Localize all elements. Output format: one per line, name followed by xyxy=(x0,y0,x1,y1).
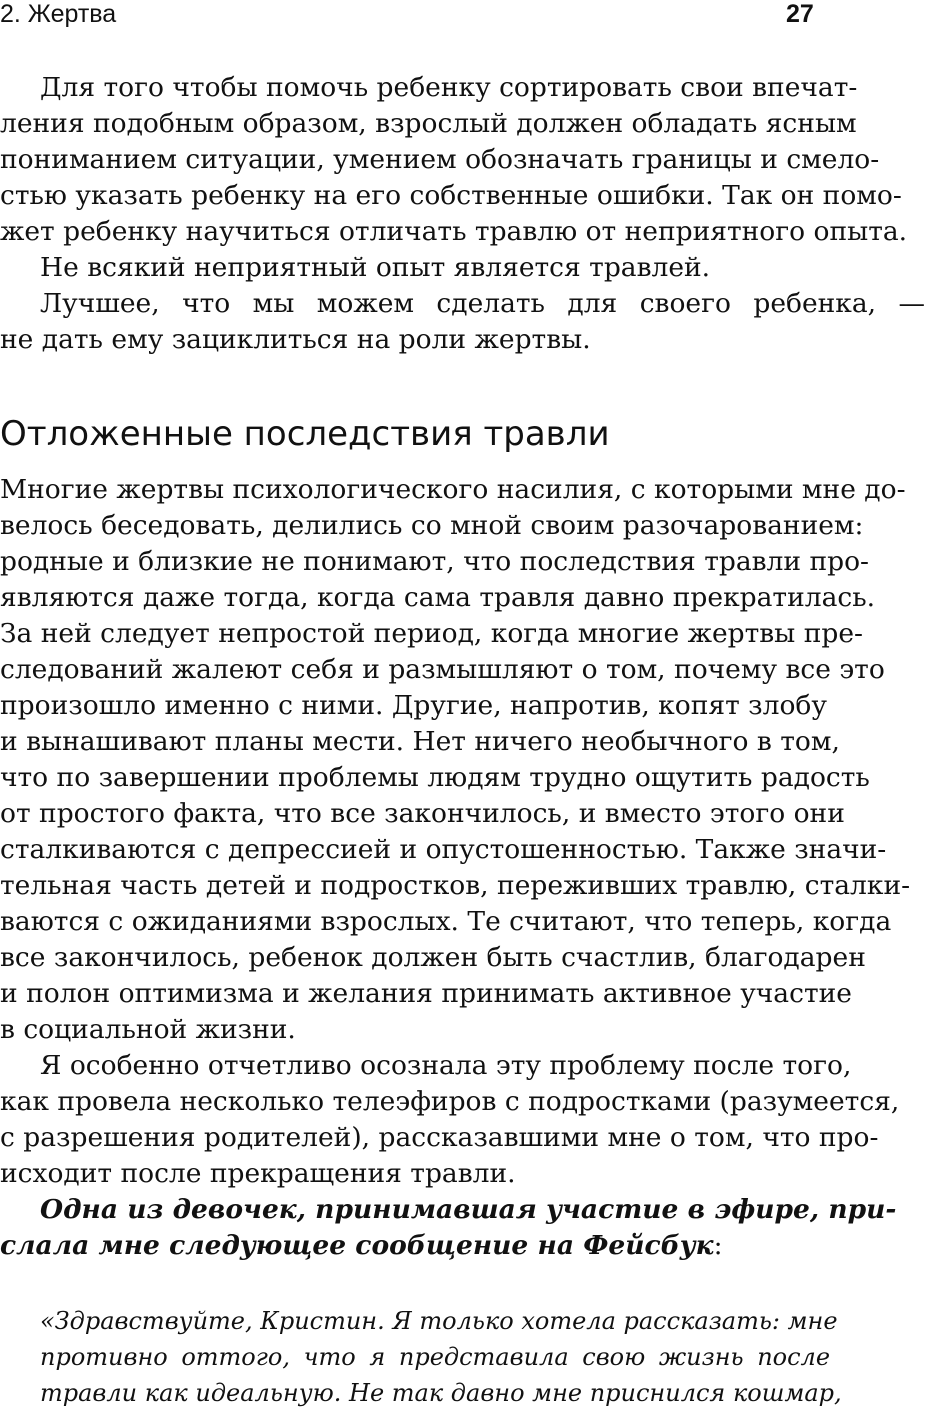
quote-line: противно оттого, что я представила свою жизнь после xyxy=(40,1343,831,1371)
text-line: все закончилось, ребенок должен быть счастлив, благодарен xyxy=(0,942,866,973)
emphasis-text: слала мне следующее сообщение на Фейсбук xyxy=(0,1230,714,1261)
text-line: и вынашивают планы мести. Нет ничего необычного в том, xyxy=(0,726,840,757)
text-line: Для того чтобы помочь ребенку сортировать свои впечат- xyxy=(40,72,858,103)
text-line: что по завершении проблемы людям трудно ощутить радость xyxy=(0,762,870,793)
text-line: произошло именно с ними. Другие, напротив, копят злобу xyxy=(0,690,827,721)
quote-line: травли как идеальную. Не так давно мне приснился кошмар, xyxy=(40,1379,842,1407)
text-line: и полон оптимизма и желания принимать активное участие xyxy=(0,978,852,1009)
chapter-title: 2. Жертва xyxy=(0,0,117,28)
quote-line: «Здравствуйте, Кристин. Я только хотела рассказать: мне xyxy=(40,1307,838,1335)
text-line: Лучшее, что мы можем сделать для своего ребенка, — xyxy=(40,288,925,319)
text-line: сталкиваются с депрессией и опустошенностью. Также значи- xyxy=(0,834,887,865)
text-line: жет ребенку научиться отличать травлю от неприятного опыта. xyxy=(0,216,908,247)
emphasis-line xyxy=(0,1192,897,1228)
text-line: Я особенно отчетливо осознала эту проблему после того, xyxy=(40,1050,852,1081)
section-heading: Отложенные последствия травли xyxy=(0,414,610,454)
text-line: ления подобным образом, взрослый должен обладать ясным xyxy=(0,108,857,139)
text-line: от простого факта, что все закончилось, и вместо этого они xyxy=(0,798,845,829)
text-line: велось беседовать, делились со мной своим разочарованием: xyxy=(0,510,864,541)
text-line: Многие жертвы психологического насилия, с которыми мне до- xyxy=(0,474,906,505)
text-line: исходит после прекращения травли. xyxy=(0,1158,516,1189)
emphasis-line xyxy=(0,1228,820,1264)
text-line: Не всякий неприятный опыт является травлей. xyxy=(40,252,711,283)
text-line: являются даже тогда, когда сама травля давно прекратилась. xyxy=(0,582,876,613)
text-line: За ней следует непростой период, когда многие жертвы пре- xyxy=(0,618,863,649)
text-line: ваются с ожиданиями взрослых. Те считают, что теперь, когда xyxy=(0,906,892,937)
emphasis-colon: : xyxy=(713,1230,723,1261)
text-line: с разрешения родителей), рассказавшими мне о том, что про- xyxy=(0,1122,879,1153)
text-line: не дать ему зациклиться на роли жертвы. xyxy=(0,324,591,355)
emphasis-text: Одна из девочек, принимавшая участие в эфире, при- xyxy=(40,1194,897,1225)
text-line: тельная часть детей и подростков, переживших травлю, сталки- xyxy=(0,870,911,901)
text-line: пониманием ситуации, умением обозначать границы и смело- xyxy=(0,144,880,175)
page-number: 27 xyxy=(786,0,814,28)
text-line: стью указать ребенку на его собственные ошибки. Так он помо- xyxy=(0,180,902,211)
text-line: в социальной жизни. xyxy=(0,1014,296,1045)
text-line: следований жалеют себя и размышляют о том, почему все это xyxy=(0,654,885,685)
text-line: как провела несколько телеэфиров с подростками (разумеется, xyxy=(0,1086,900,1117)
text-line: родные и близкие не понимают, что последствия травли про- xyxy=(0,546,869,577)
